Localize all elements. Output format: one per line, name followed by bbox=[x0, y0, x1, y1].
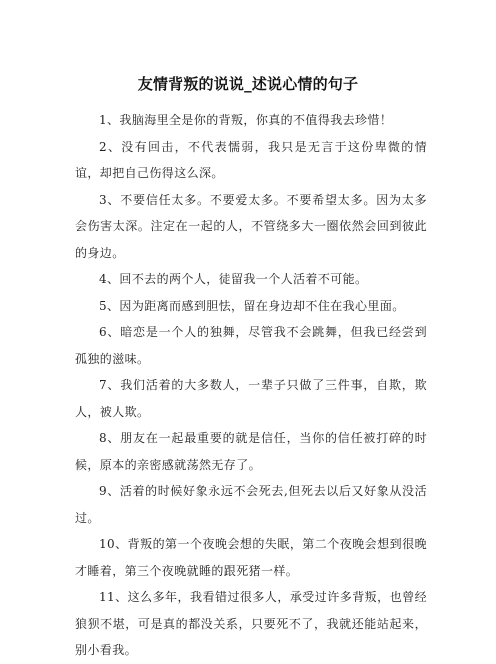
paragraph-4: 4、回不去的两个人，徒留我一个人活着不可能。 bbox=[99, 272, 368, 286]
paragraph-6: 6、暗恋是一个人的独舞，尽管我不会跳舞，但我已经尝到孤独的滋味。 bbox=[75, 325, 427, 366]
paragraph-11: 11、这么多年，我看错过很多人，承受过许多背叛，也曾经狼狈不堪，可是真的都没关系，只要死不了，我就还能站起来，别小看我。 bbox=[75, 590, 427, 657]
paragraph-8: 8、朋友在一起最重要的就是信任，当你的信任被打碎的时候，原本的亲密感就荡然无存了。 bbox=[75, 431, 427, 472]
paragraph-2: 2、没有回击，不代表懦弱，我只是无言于这份卑微的情谊，却把自己伤得这么深。 bbox=[75, 139, 427, 180]
paragraph-9: 9、活着的时候好象永远不会死去,但死去以后又好象从没活过。 bbox=[75, 484, 427, 525]
page-title: 友情背叛的说说_述说心情的句子 bbox=[137, 75, 359, 93]
paragraph-1: 1、我脑海里全是你的背叛，你真的不值得我去珍惜！ bbox=[99, 113, 393, 127]
paragraph-10: 10、背叛的第一个夜晚会想的失眠，第二个夜晚会想到很晚才睡着，第三个夜晚就睡的跟死猪一样。 bbox=[75, 537, 427, 578]
article-body bbox=[75, 107, 427, 664]
paragraph-7: 7、我们活着的大多数人，一辈子只做了三件事，自欺，欺人，被人欺。 bbox=[75, 378, 427, 419]
paragraph-3: 3、不要信任太多。不要爱太多。不要希望太多。因为太多会伤害太深。注定在一起的人，不管绕多大一圈依然会回到彼此的身边。 bbox=[75, 192, 427, 260]
paragraph-5: 5、因为距离而感到胆怯，留在身边却不住在我心里面。 bbox=[99, 298, 405, 313]
